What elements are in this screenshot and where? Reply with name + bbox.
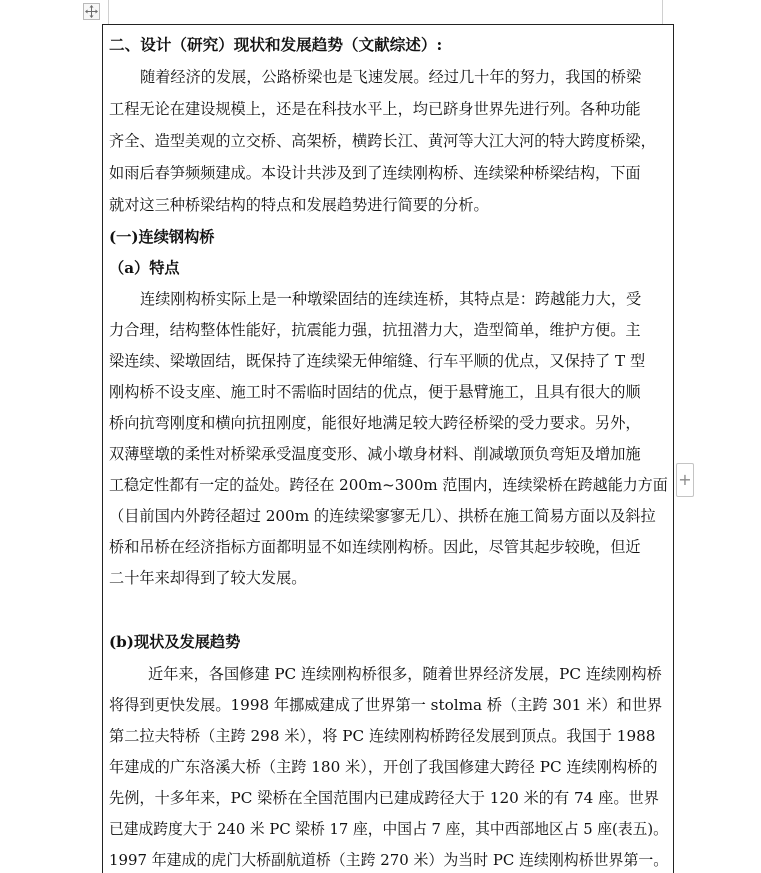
part-b-heading: (b)现状及发展趋势 <box>109 633 241 651</box>
part-a-heading: （a）特点 <box>109 259 180 277</box>
part-a-line: 梁连续、梁墩固结，既保持了连续梁无伸缩缝、行车平顺的优点，又保持了 T 型 <box>109 352 646 370</box>
part-a-line: 工稳定性都有一定的益处。跨径在 200m~300m 范围内，连续梁桥在跨越能力方面 <box>109 476 668 494</box>
part-b-line: 已建成跨度大于 240 米 PC 梁桥 17 座，中国占 7 座，其中西部地区占 5 座(表五)。 <box>109 820 668 838</box>
part-a-line: 桥向抗弯刚度和横向抗扭刚度，能很好地满足较大跨径桥梁的受力要求。另外， <box>109 414 641 432</box>
move-arrows-icon <box>84 4 99 19</box>
plus-icon: + <box>678 470 692 489</box>
upper-cell-right-border <box>662 0 663 24</box>
part-b-line: 近年来，各国修建 PC 连续刚构桥很多，随着世界经济发展，PC 连续刚构桥 <box>148 665 662 683</box>
part-b-line: 年建成的广东洛溪大桥（主跨 180 米），开创了我国修建大跨径 PC 连续刚构桥的 <box>109 758 658 776</box>
intro-line: 工程无论在建设规模上，还是在科技水平上，均已跻身世界先进行列。各种功能 <box>109 100 641 118</box>
part-a-line: 二十年来却得到了较大发展。 <box>109 569 307 587</box>
intro-line: 如雨后春笋频频建成。本设计共涉及到了连续刚构桥、连续梁种桥梁结构，下面 <box>109 164 641 182</box>
part-b-line: 先例，十多年来，PC 梁桥在全国范围内已建成跨径大于 120 米的有 74 座。世界 <box>109 789 659 807</box>
intro-line: 齐全、造型美观的立交桥、高架桥，横跨长江、黄河等大江大河的特大跨度桥梁， <box>109 132 656 150</box>
part-a-line: 桥和吊桥在经济指标方面都明显不如连续刚构桥。因此，尽管其起步较晚，但近 <box>109 538 641 556</box>
part-b-line: 将得到更快发展。1998 年挪威建成了世界第一 stolma 桥（主跨 301 米）和世界 <box>109 696 663 714</box>
part-a-line: 力合理，结构整体性能好，抗震能力强，抗扭潜力大，造型简单，维护方便。主 <box>109 321 641 339</box>
add-row-handle[interactable] <box>676 463 694 497</box>
part-a-line: 刚构桥不设支座、施工时不需临时固结的优点，便于悬臂施工，且具有很大的顺 <box>109 383 641 401</box>
part-a-line: 连续刚构桥实际上是一种墩梁固结的连续连桥，其特点是：跨越能力大，受 <box>140 290 642 308</box>
part-a-line: 双薄壁墩的柔性对桥梁承受温度变形、减小墩身材料、削减墩顶负弯矩及增加施 <box>109 445 641 463</box>
part-a-line: （目前国内外跨径超过 200m 的连续梁寥寥无几）、拱桥在施工简易方面以及斜拉 <box>109 507 656 525</box>
section-heading: 二、设计（研究）现状和发展趋势（文献综述）: <box>109 35 443 54</box>
part-b-line: 1997 年建成的虎门大桥副航道桥（主跨 270 米）为当时 PC 连续刚构桥世界第一。 <box>109 851 669 869</box>
intro-line: 就对这三种桥梁结构的特点和发展趋势进行简要的分析。 <box>109 196 489 214</box>
intro-line: 随着经济的发展，公路桥梁也是飞速发展。经过几十年的努力，我国的桥梁 <box>140 68 642 86</box>
subsection-heading: (一)连续钢构桥 <box>109 228 215 246</box>
table-move-handle[interactable] <box>83 3 100 20</box>
part-b-line: 第二拉夫特桥（主跨 298 米），将 PC 连续刚构桥跨径发展到顶点。我国于 1988 <box>109 727 656 745</box>
upper-cell-left-border <box>108 0 109 24</box>
